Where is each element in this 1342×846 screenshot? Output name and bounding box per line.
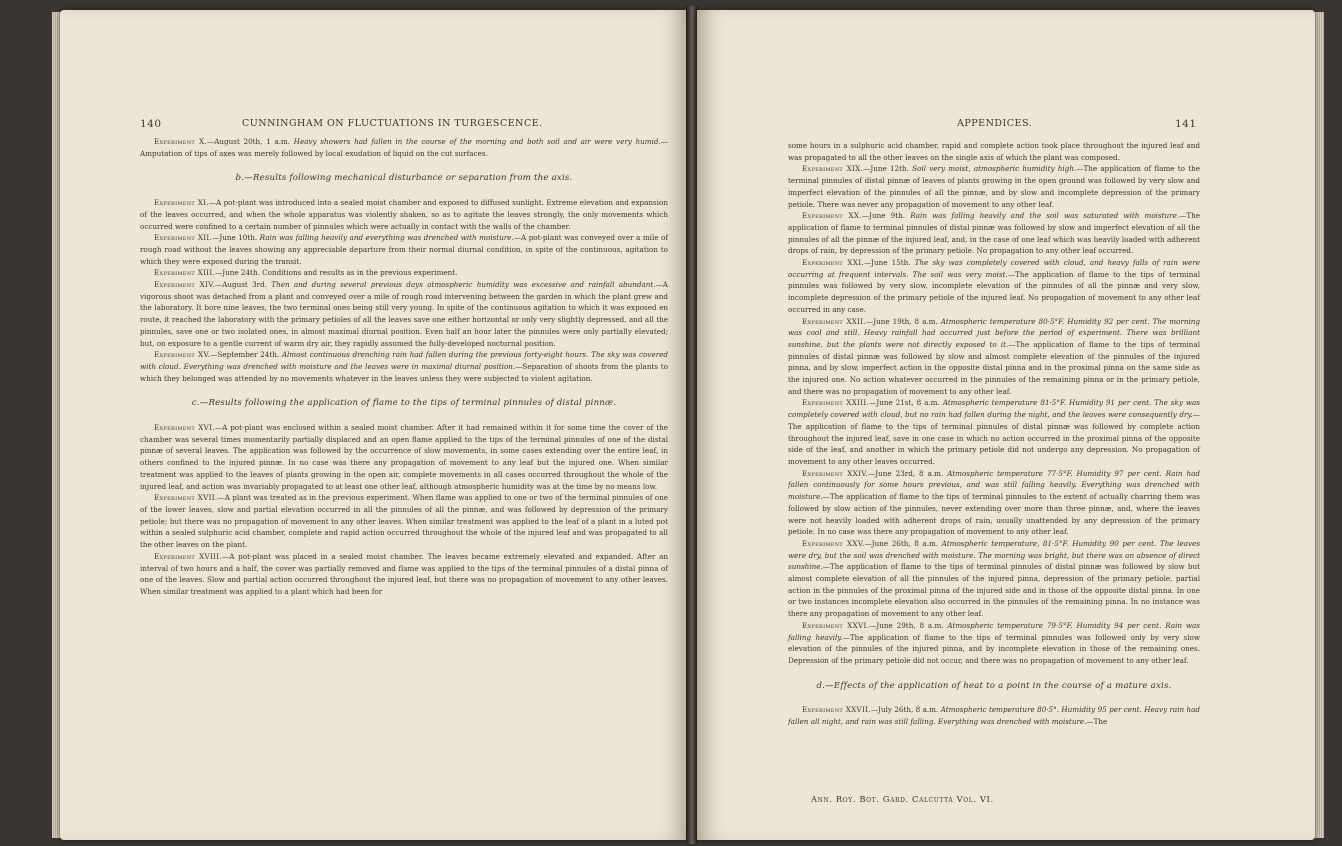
section-heading: c.—Results following the application of flame to the tips of terminal pinnules of distal pinnæ.	[191, 398, 617, 409]
right-page-edge	[1314, 12, 1324, 838]
experiment-paragraph: Experiment XI.—A pot-plant was introduced into a sealed moist chamber and exposed to diffused sunlight. Extreme elevation and expansion of the leaves occurred, and when the whole apparatus was violently shaken, so as to agitate the leaves strongly, the only movements which occurred were confined to a certain number of pinnules which were actually in contact with the walls of the chamber.	[140, 198, 669, 231]
conditions-italic: Atmospheric temperature 77·5°F. Humidity 97 per cent. Rain had fallen continuously for some hours previous, and was still falling heavily. Everything was drenched with moisture.	[788, 468, 1200, 502]
experiment-label: Experiment XXVII.	[802, 705, 871, 715]
section-heading: d.—Effects of the application of heat to a point in the course of a mature axis.	[816, 680, 1172, 691]
experiment-label: Experiment XIV.	[154, 280, 215, 290]
experiment-paragraph: Experiment XV.—September 24th. Almost continuous drenching rain had fallen during the previous forty-eight hours. The sky was covered with cloud. Everything was drenched with moisture and the leaves were in maximal diurnal position.—Separation of shoots from the plants to which they belonged was attended by no movements whatever in the leaves unless they were subjected to violent agitation.	[140, 350, 669, 383]
conditions-italic: Atmospheric temperature 81·5°F. Humidity 91 per cent. The sky was completely covered with cloud, but no rain had fallen during the night, and the leaves were consequently dry.	[788, 398, 1200, 420]
experiment-label: Experiment XVI.	[154, 423, 215, 433]
left-body-text	[140, 136, 668, 598]
right-body-text	[788, 140, 1200, 728]
experiment-label: Experiment XII.	[154, 233, 213, 243]
conditions-italic: Atmospheric temperature 80·5°F. Humidity 92 per cent. The morning was cool and still. Heavy rainfall had occurred just before the period of experiment. There was brilliant sunshine, but the plants were not directly exposed to it.	[788, 316, 1200, 349]
experiment-label: Experiment XXI.	[802, 258, 864, 268]
conditions-italic: The sky was completely covered with cloud, and heavy falls of rain were occurring at frequent intervals. The soil was very moist.	[788, 258, 1200, 279]
conditions-italic: Then and during several previous days atmospheric humidity was excessive and rainfall abundant.	[271, 280, 656, 290]
experiment-paragraph: Experiment XXI.—June 15th. The sky was completely covered with cloud, and heavy falls of rain were occurring at frequent intervals. The soil was very moist.—The application of flame to the tips of terminal pinnules was followed by very slow, incomplete elevation of the pinnules of all the pinnæ and very slow, incomplete depression of the primary petiole of the injured leaf. No propagation of movement to any other leaf occurred in any case.	[788, 258, 1200, 314]
experiment-label: Experiment XVII.	[154, 493, 218, 503]
experiment-paragraph: Experiment XX.—June 9th. Rain was falling heavily and the soil was saturated with moisture.—The application of flame to terminal pinnules of distal pinnæ was followed by slow and imperfect elevation of all the pinnules of all the pinnæ of the injured leaf, and, in the case of one leaf which was heavily loaded with adherent drops of rain, by depression of the primary petiole. No propagation to any other leaf occurred.	[788, 211, 1201, 256]
conditions-italic: Soil very moist, atmospheric humidity high.	[912, 164, 1077, 174]
experiment-label: Experiment XXII.	[802, 316, 867, 326]
conditions-italic: Atmospheric temperature 80·5°. Humidity 95 per cent. Heavy rain had fallen all night, and rain was still falling. Everything was drenched with moisture.	[788, 705, 1201, 727]
conditions-italic: Atmospheric temperature 79·5°F. Humidity 94 per cent. Rain was falling heavily.	[788, 620, 1200, 642]
conditions-italic: Heavy showers had fallen in the course of the morning and both soil and air were very humid.	[293, 137, 661, 146]
experiment-paragraph: some hours in a sulphuric acid chamber, rapid and complete action took place throughout the injured leaf and was propagated to all the other leaves on the single axis of which the plant was composed.	[788, 141, 1200, 162]
conditions-italic: Almost continuous drenching rain had fallen during the previous forty-eight hours. The sky was covered with cloud. Everything was drenched with moisture and the leaves were in maximal diurnal position.	[140, 350, 668, 371]
experiment-label: Experiment XV.	[154, 350, 211, 360]
experiment-label: Experiment XXIV.	[802, 468, 869, 478]
experiment-label: Experiment XVIII.	[154, 551, 223, 561]
experiment-paragraph: Experiment XXII.—June 19th, 8 a.m. Atmospheric temperature 80·5°F. Humidity 92 per cent. The morning was cool and still. Heavy rainfall had occurred just before the period of experiment. There was brilliant sunshine, but the plants were not directly exposed to it.—The application of flame to the tips of terminal pinnules of distal pinnæ was followed by slow and almost complete elevation of the pinnules of the injured pinna, and by slow, imperfect action in the opposite distal pinna and in the proximal pinna on the same side as the injured one. No action whatever occurred in the pinnules of the remaining pinna or in the primary petiole, and there was no propagation of movement to any other leaf.	[788, 316, 1201, 396]
experiment-paragraph: Experiment XVIII.—A pot-plant was placed in a sealed moist chamber. The leaves became extremely elevated and expanded. After an interval of two hours and a half, the cover was partially removed and flame was applied to the tips of the terminal pinnules of a distal pinna of one of the leaves. Slow and partial action occurred throughout the injured leaf, but there was no propagation of movement to any other leaves. When similar treatment was applied to a plant which had been for	[140, 551, 668, 596]
experiment-paragraph: Experiment XXVII.—July 26th, 8 a.m. Atmospheric temperature 80·5°. Humidity 95 per cent. Heavy rain had fallen all night, and rain was still falling. Everything was drenched with moisture.—The	[788, 705, 1201, 727]
left-running-head: CUNNINGHAM ON FLUCTUATIONS IN TURGESCENCE.	[242, 118, 543, 129]
experiment-paragraph: Experiment XXVI.—June 29th, 8 a.m. Atmospheric temperature 79·5°F. Humidity 94 per cent. Rain was falling heavily.—The application of flame to the tips of terminal pinnules was followed only by very slow elevation of the pinnules of the injured pinna, and by incomplete elevation in those of the remaining ones. Depression of the primary petiole did not occur, and there was no propagation of movement to any other leaf.	[788, 620, 1200, 665]
section-heading: b.—Results following mechanical disturbance or separation from the axis.	[235, 173, 573, 184]
experiment-label: Experiment XXIII.	[802, 398, 870, 408]
right-page	[697, 10, 1315, 840]
experiment-label: Experiment XX.	[802, 211, 862, 221]
left-page	[60, 10, 687, 840]
experiment-paragraph: Experiment XXV.—June 26th, 8 a.m. Atmospheric temperature, 81·5°F. Humidity 90 per cent. The leaves were dry, but the soil was drenched with moisture. The morning was bright, but there was an absence of direct sunshine.—The application of flame to the tips of terminal pinnules of distal pinnæ was followed by slow but almost complete elevation of all the pinnules of the injured pinna, depression of the primary petiole, partial action in the pinnules of the proximal pinna of the injured side and in those of the opposite distal pinna. In one or two instances incomplete elevation also occurred in the pinnules of the remaining pinna. In no instance was there any propagation of movement to any other leaf.	[788, 538, 1200, 619]
conditions-italic: Atmospheric temperature, 81·5°F. Humidity 90 per cent. The leaves were dry, but the soil was drenched with moisture. The morning was bright, but there was an absence of direct sunshine.	[788, 538, 1200, 572]
experiment-paragraph: Experiment XIX.—June 12th. Soil very moist, atmospheric humidity high.—The application of flame to the terminal pinnules of distal pinnæ of leaves of plants growing in the open ground was followed by very slow and imperfect elevation of the pinnules of all the pinnæ, and by slow and incomplete depression of the primary petiole. There was never any propagation of movement to any other leaf.	[788, 164, 1200, 209]
experiment-paragraph: Experiment XIV.—August 3rd. Then and during several previous days atmospheric humidity was excessive and rainfall abundant.—A vigorous shoot was detached from a plant and conveyed over a mile of rough road intervening between the garden in which the plant grew and the laboratory. It bore nine leaves, the two terminal ones being still very young. In spite of the continuous agitation to which it was exposed en route, it reached the laboratory with the primary petioles of all the leaves save one either horizontal or only very slightly depressed, and all the pinnules, save one or two isolated ones, in almost maximal diurnal position. Even half an hour later the pinnules were only partially elevated; but, on exposure to a gentle current of warm dry air, they rapidly assumed the fully-developed nocturnal position.	[140, 280, 668, 348]
experiment-paragraph: Experiment XXIII.—June 21st, 8 a.m. Atmospheric temperature 81·5°F. Humidity 91 per cent. The sky was completely covered with cloud, but no rain had fallen during the night, and the leaves were consequently dry.—The application of flame to the tips of terminal pinnules of distal pinnæ was followed by complete action throughout the injured leaf, save in one case in which no action occurred in the proximal pinna of the opposite side of the leaf, and another in which the primary petiole did not undergo any depression. No propagation of movement to any other leaves occurred.	[788, 398, 1200, 466]
journal-footer: Ann. Roy. Bot. Gard. Calcutta Vol. VI.	[811, 794, 994, 804]
experiment-paragraph: Experiment X.—August 20th, 1 a.m. Heavy showers had fallen in the course of the morning and both soil and air were very humid.—Amputation of tips of axes was merely followed by local exudation of liquid on the cut surfaces.	[140, 137, 668, 158]
right-page-number: 141	[1175, 118, 1197, 130]
right-running-head: APPENDICES.	[957, 118, 1033, 129]
experiment-paragraph: Experiment XVI.—A pot-plant was enclosed within a sealed moist chamber. After it had remained within it for some time the cover of the chamber was several times momentarily partially displaced and an open flame applied to the tips of the terminal pinnules of one of the distal pinnæ of several leaves. The application was followed by the occurrence of slow movements, in some cases extending over the entire leaf, in others confined to the injured pinnæ. In no case was there any propagation of movement to any leaf but the injured one. When similar treatment was applied to the leaves of plants growing in the open air, complete movements in all cases occurred throughout the whole of the injured leaf, and action was invariably propagated to at least one other leaf, although atmospheric humidity was at the time by no means low.	[140, 423, 668, 491]
experiment-paragraph: Experiment XVII.—A plant was treated as in the previous experiment. When flame was applied to one or two of the terminal pinnules of one of the lower leaves, slow and partial elevation occurred in all the pinnules of all the pinnæ, and was followed by depression of the primary petiole; but there was no propagation of movement to any other leaves. When similar treatment was applied to the leaf of a plant in a luted pot within a sealed sulphuric acid chamber, complete and rapid action occurred throughout the whole of the injured leaf and was propagated to all the other leaves on the plant.	[140, 493, 668, 550]
left-page-number: 140	[140, 118, 162, 130]
experiment-paragraph: Experiment XII.—June 10th. Rain was falling heavily and everything was drenched with moisture.—A pot-plant was conveyed over a mile of rough road without the leaves showing any appreciable departure from their normal diurnal condition, in spite of the continuous, agitation to which they were exposed during the transit.	[140, 233, 668, 266]
experiment-label: Experiment XXVI.	[802, 620, 870, 630]
conditions-italic: Rain was falling heavily and everything was drenched with moisture.	[259, 233, 514, 243]
conditions-italic: Rain was falling heavily and the soil was saturated with moisture.	[910, 211, 1180, 221]
experiment-label: Experiment XI.	[154, 198, 209, 208]
experiment-label: Experiment XIX.	[802, 164, 864, 174]
experiment-label: Experiment XIII.	[154, 268, 216, 278]
experiment-paragraph: Experiment XIII.—June 24th. Conditions and results as in the previous experiment.	[154, 268, 458, 278]
experiment-label: Experiment X.	[154, 137, 208, 146]
experiment-label: Experiment XXV.	[802, 538, 865, 548]
experiment-paragraph: Experiment XXIV.—June 23rd, 8 a.m. Atmospheric temperature 77·5°F. Humidity 97 per cent. Rain had fallen continuously for some hours previous, and was still falling heavily. Everything was drenched with moisture.—The application of flame to the tips of terminal pinnules to the extent of actually charring them was followed by slow action of the pinnules, never extending over more than three pinnæ, and, where the leaves were not heavily loaded with adherent drops of rain, usually unattended by any depression of the primary petiole. In no case was there any propagation of movement to any other leaf.	[788, 468, 1200, 537]
